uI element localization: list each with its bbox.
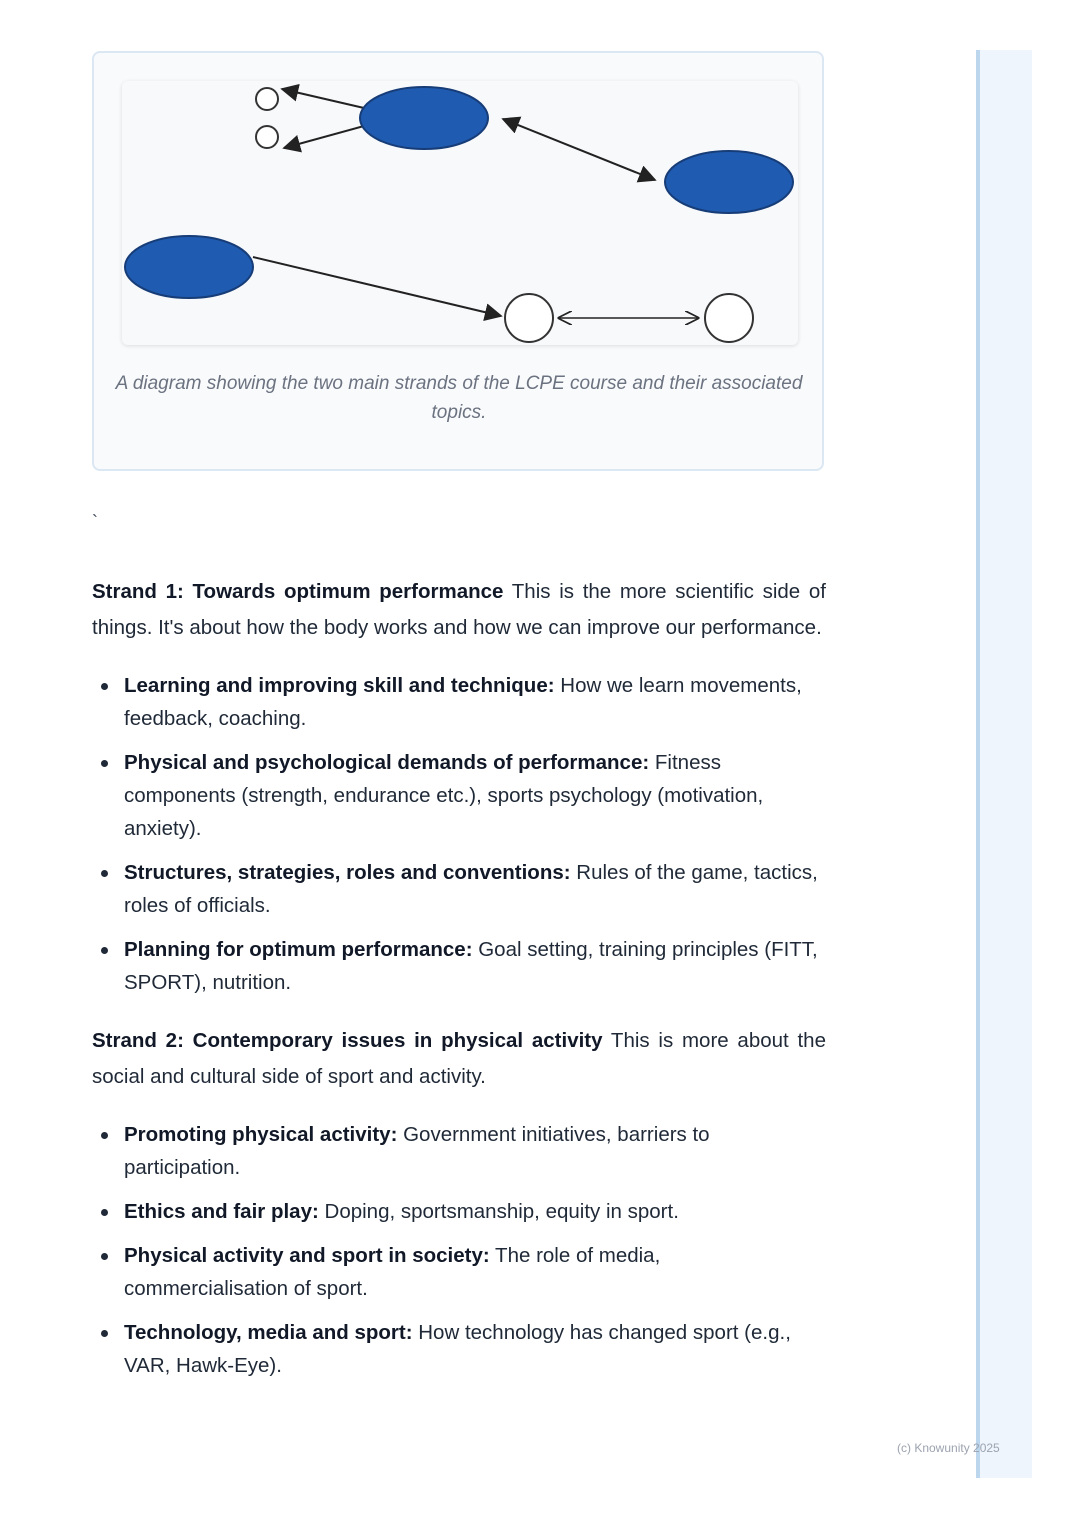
topic-node (505, 294, 553, 342)
small-node (256, 88, 278, 110)
strand-2-topic-list (92, 1118, 826, 1382)
topic-term: Planning for optimum performance: (124, 938, 473, 961)
list-item (92, 1316, 826, 1382)
list-item (92, 933, 826, 999)
strand-node (360, 87, 488, 149)
list-item (92, 1118, 826, 1184)
topic-detail: Government initiatives, barriers to participation. (124, 1123, 710, 1179)
figure-caption: A diagram showing the two main strands of the LCPE course and their associated topics. (115, 373, 803, 423)
topic-detail: Goal setting, training principles (FITT, SPORT), nutrition. (124, 938, 818, 994)
topic-term: Physical and psychological demands of performance: (124, 751, 650, 774)
figure-card (92, 51, 824, 471)
strand-2-intro (92, 1023, 826, 1094)
topic-detail: How technology has changed sport (e.g., VAR, Hawk-Eye). (124, 1321, 791, 1377)
topic-node (705, 294, 753, 342)
topic-term: Promoting physical activity: (124, 1123, 398, 1146)
topic-detail: Doping, sportsmanship, equity in sport. (324, 1200, 679, 1223)
strands-diagram (122, 81, 798, 345)
topic-detail: How we learn movements, feedback, coaching. (124, 674, 802, 730)
topic-detail: The role of media, commercialisation of sport. (124, 1244, 661, 1300)
connector-line (253, 257, 501, 316)
list-item (92, 746, 826, 845)
topic-detail: Fitness components (strength, endurance etc.), sports psychology (motivation, anxiety). (124, 751, 764, 840)
side-panel (976, 50, 1032, 1478)
strand-1-title: Strand 1: Towards optimum performance (92, 580, 504, 603)
strand-node (665, 151, 793, 213)
list-item (92, 1195, 826, 1228)
topic-term: Learning and improving skill and technique: (124, 674, 555, 697)
topic-term: Physical activity and sport in society: (124, 1244, 490, 1267)
strands-content (92, 574, 826, 1406)
diagram-svg (122, 81, 798, 345)
list-item (92, 856, 826, 922)
list-item (92, 1239, 826, 1305)
strand-1-description: This is the more scientific side of things. It's about how the body works and how we can improve our performance. (92, 580, 826, 639)
topic-term: Ethics and fair play: (124, 1200, 319, 1223)
copyright-credit: (c) Knowunity 2025 (897, 1441, 1000, 1455)
strand-1-intro (92, 574, 826, 645)
topic-term: Structures, strategies, roles and conventions: (124, 861, 571, 884)
connector-line (284, 126, 364, 148)
strand-1-topic-list (92, 669, 826, 999)
topic-detail: Rules of the game, tactics, roles of officials. (124, 861, 818, 917)
small-node (256, 126, 278, 148)
stray-backtick: ` (92, 512, 98, 532)
list-item (92, 669, 826, 735)
topic-term: Technology, media and sport: (124, 1321, 413, 1344)
connector-line (282, 89, 364, 108)
connector-line (503, 119, 655, 180)
strand-2-title: Strand 2: Contemporary issues in physical activity (92, 1029, 603, 1052)
strand-2-description: This is more about the social and cultural side of sport and activity. (92, 1029, 826, 1088)
strand-node (125, 236, 253, 298)
